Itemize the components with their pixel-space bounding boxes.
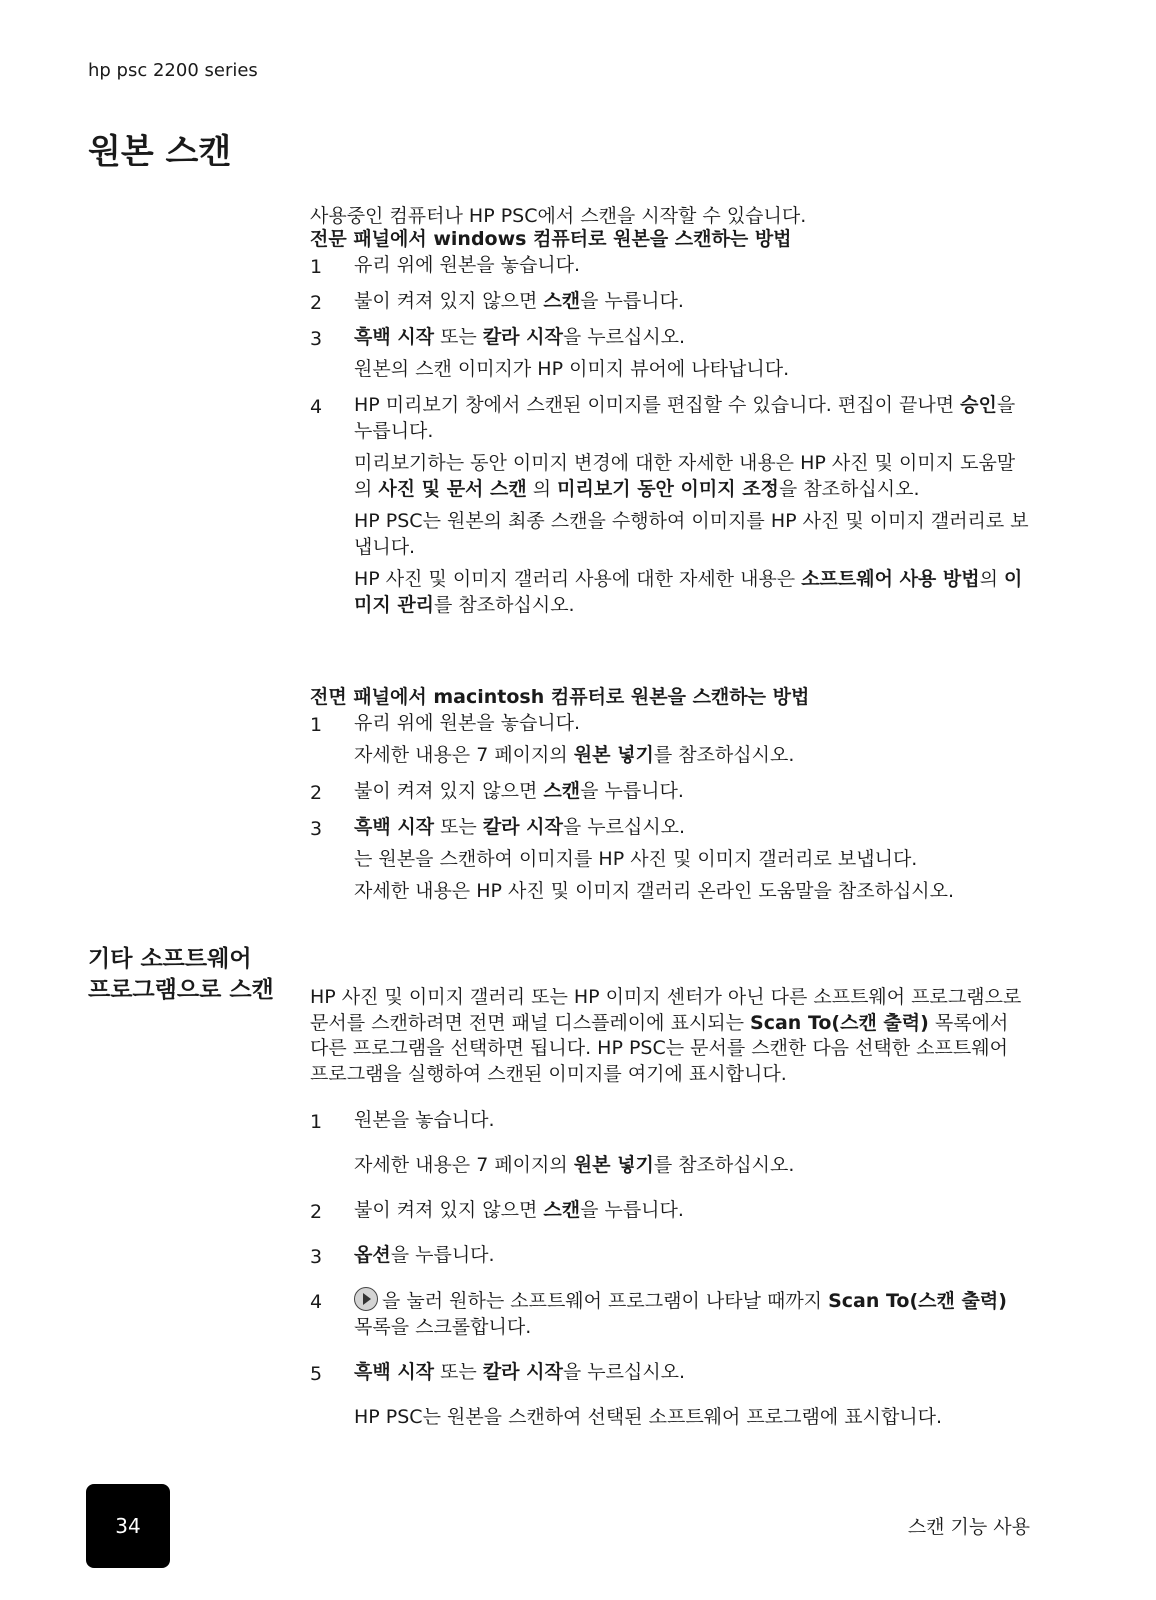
list-item: 2 불이 켜져 있지 않으면 스캔을 누릅니다. xyxy=(310,1199,684,1223)
step-number: 3 xyxy=(310,328,323,350)
step-number: 4 xyxy=(310,396,323,418)
list-item: 1 원본을 놓습니다. 자세한 내용은 7 페이지의 원본 넣기를 참조하십시오. xyxy=(310,1109,795,1176)
list-item: 2 불이 켜져 있지 않으면 스캔을 누릅니다. xyxy=(310,780,684,804)
intro-text: 사용중인 컴퓨터나 HP PSC에서 스캔을 시작할 수 있습니다. xyxy=(310,205,807,227)
mac-heading: 전면 패널에서 macintosh 컴퓨터로 원본을 스캔하는 방법 xyxy=(310,686,810,708)
list-item: 1 유리 위에 원본을 놓습니다. 자세한 내용은 7 페이지의 원본 넣기를 참조하십시오. xyxy=(310,712,795,766)
list-item: 3 흑백 시작 또는 칼라 시작을 누르십시오. 원본의 스캔 이미지가 HP 이미지 뷰어에 나타납니다. xyxy=(310,326,790,380)
list-item: 2 불이 켜져 있지 않으면 스캔을 누릅니다. xyxy=(310,290,684,314)
footer-section-title: 스캔 기능 사용 xyxy=(907,1516,1030,1538)
windows-heading: 전문 패널에서 windows 컴퓨터로 원본을 스캔하는 방법 xyxy=(310,228,792,250)
list-item: 1 유리 위에 원본을 놓습니다. xyxy=(310,254,581,278)
other-intro: HP 사진 및 이미지 갤러리 또는 HP 이미지 센터가 아닌 다른 소프트웨어 프로그램으로 문서를 스캔하려면 전면 패널 디스플레이에 표시되는 Scan To(스캔 출력) 목록에서 다른 프로그램을 선택하면 됩니다. HP PSC는 문서를 스캔한 다음 선택한 소프트웨어 프로그램을 실행하여 스캔된 이미지를 여기에 표시합니다. xyxy=(310,986,1022,1085)
step-number: 2 xyxy=(310,292,323,314)
side-heading: 기타 소프트웨어 프로그램으로 스캔 xyxy=(88,946,274,1003)
mac-section xyxy=(310,684,1030,914)
step-number: 5 xyxy=(310,1363,323,1385)
step-number: 3 xyxy=(310,818,323,840)
list-item: 4 을 눌러 원하는 소프트웨어 프로그램이 나타날 때까지 Scan To(스캔 출력) 목록을 스크롤합니다. xyxy=(310,1287,1030,1340)
other-steps xyxy=(310,1088,1030,1449)
step-number: 1 xyxy=(310,1111,323,1133)
step-number: 4 xyxy=(310,1291,323,1313)
step-number: 2 xyxy=(310,782,323,804)
list-item: 4 HP 미리보기 창에서 스캔된 이미지를 편집할 수 있습니다. 편집이 끝나면 승인을 누릅니다. 미리보기하는 동안 이미지 변경에 대한 자세한 내용은 HP 사진 및 이미지 도움말의 사진 및 문서 스캔 의 미리보기 동안 이미지 조정을 참조하십시오. HP PSC는 원본의 최종 스캔을 수행하여 이미지를 HP 사진 및 이미지 갤러리로 보냅니다. HP 사진 및 이미지 갤러리 사용에 대한 자세한 내용은 소프트웨어 사용 방법의 이미지 관리를 참조하십시오. xyxy=(310,394,1029,616)
windows-section xyxy=(310,226,1030,628)
list-item: 3 옵션을 누릅니다. xyxy=(310,1244,495,1268)
page-number: 34 xyxy=(86,1484,170,1568)
list-item: 3 흑백 시작 또는 칼라 시작을 누르십시오. 는 원본을 스캔하여 이미지를 HP 사진 및 이미지 갤러리로 보냅니다. 자세한 내용은 HP 사진 및 이미지 갤러리 온라인 도움말을 참조하십시오. xyxy=(310,816,955,902)
step-number: 1 xyxy=(310,714,323,736)
page-title: 원본 스캔 xyxy=(88,132,232,172)
step-number: 1 xyxy=(310,256,323,278)
arrow-button-icon xyxy=(354,1287,378,1311)
step-number: 3 xyxy=(310,1246,323,1268)
step-number: 2 xyxy=(310,1201,323,1223)
running-header: hp psc 2200 series xyxy=(88,60,258,81)
list-item: 5 흑백 시작 또는 칼라 시작을 누르십시오. HP PSC는 원본을 스캔하여 선택된 소프트웨어 프로그램에 표시합니다. xyxy=(310,1361,943,1428)
